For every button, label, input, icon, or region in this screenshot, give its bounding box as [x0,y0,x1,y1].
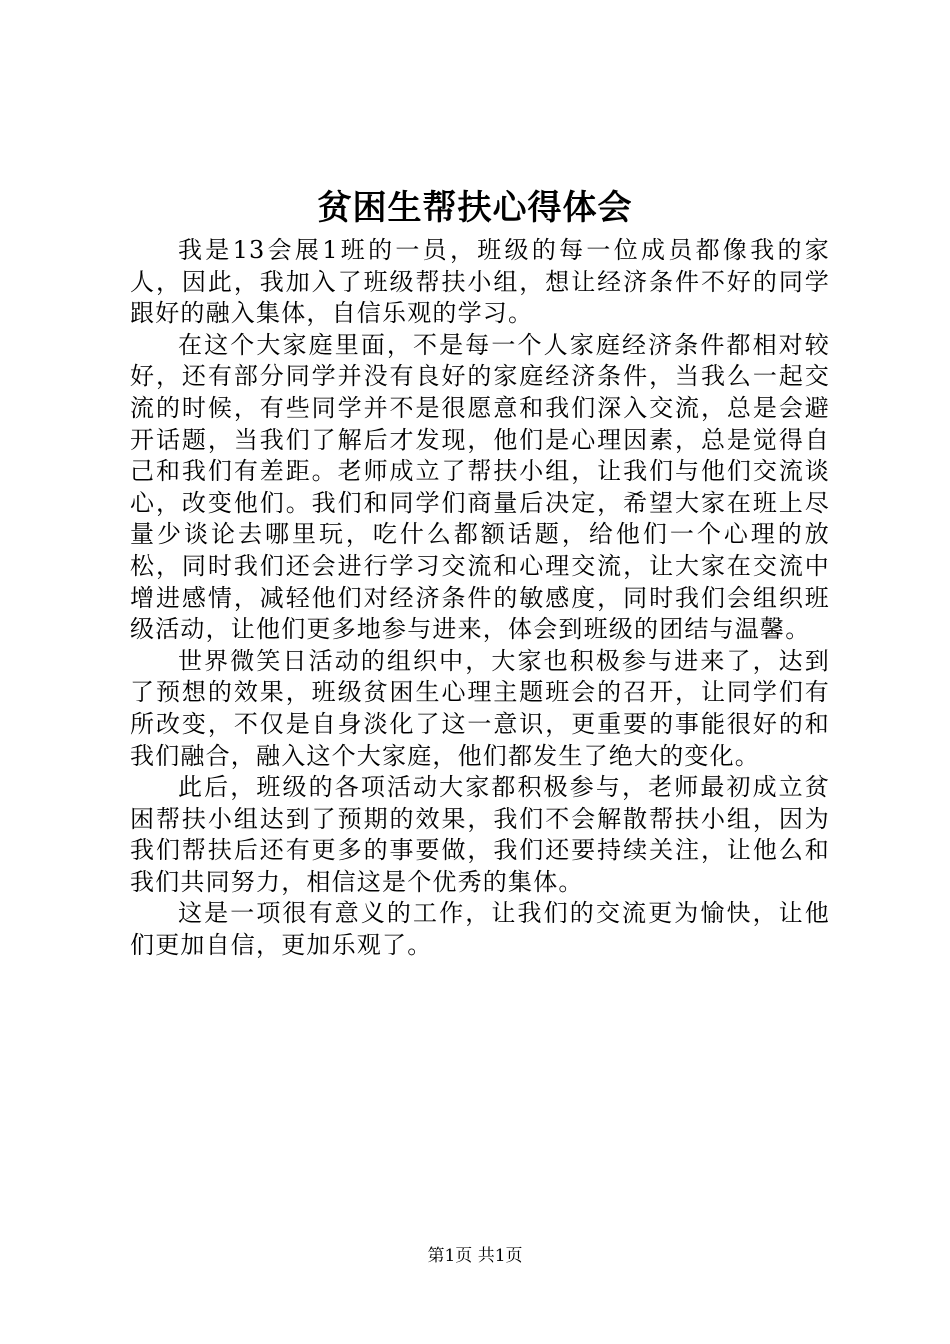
paragraph-1: 我是13会展1班的一员，班级的每一位成员都像我的家人，因此，我加入了班级帮扶小组，想让经济条件不好的同学跟好的融入集体，自信乐观的学习。 [130,236,830,328]
paragraph-4: 此后，班级的各项活动大家都积极参与，老师最初成立贫困帮扶小组达到了预期的效果，我们不会解散帮扶小组，因为我们帮扶后还有更多的事要做，我们还要持续关注，让他么和我们共同努力，相信这是个优秀的集体。 [130,773,830,896]
document-title: 贫困生帮扶心得体会 [317,188,633,228]
paragraph-2: 在这个大家庭里面，不是每一个人家庭经济条件都相对较好，还有部分同学并没有良好的家庭经济条件，当我么一起交流的时候，有些同学并不是很愿意和我们深入交流，总是会避开话题，当我们了解后才发现，他们是心理因素，总是觉得自己和我们有差距。老师成立了帮扶小组，让我们与他们交流谈心，改变他们。我们和同学们商量后决定，希望大家在班上尽量少谈论去哪里玩，吃什么都额话题，给他们一个心理的放松，同时我们还会进行学习交流和心理交流，让大家在交流中增进感情，减轻他们对经济条件的敏感度，同时我们会组织班级活动，让他们更多地参与进来，体会到班级的团结与温馨。 [130,330,830,644]
document-body [130,235,830,962]
paragraph-3: 世界微笑日活动的组织中，大家也积极参与进来了，达到了预想的效果，班级贫困生心理主题班会的召开，让同学们有所改变，不仅是自身淡化了这一意识，更重要的事能很好的和我们融合，融入这个大家庭，他们都发生了绝大的变化。 [130,646,830,770]
paragraph-5: 这是一项很有意义的工作，让我们的交流更为愉快，让他们更加自信，更加乐观了。 [130,899,830,960]
page-number-footer: 第1页 共1页 [427,1246,523,1266]
